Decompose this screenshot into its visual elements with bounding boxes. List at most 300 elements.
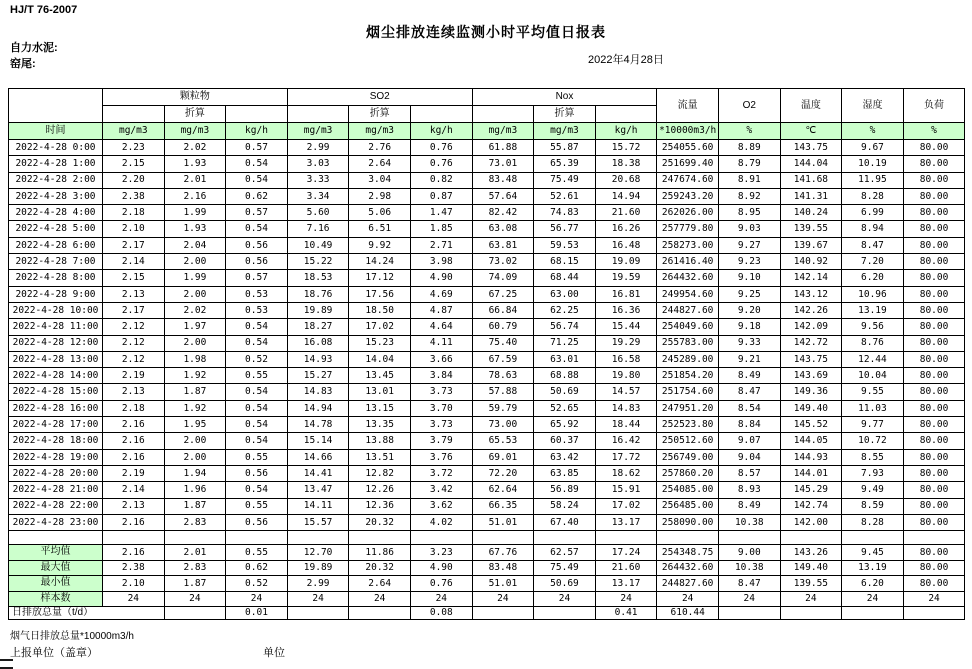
summary-value-cell: 24 xyxy=(657,591,719,607)
table-row xyxy=(9,205,965,221)
value-cell: 142.26 xyxy=(780,302,842,318)
value-cell: 252523.80 xyxy=(657,417,719,433)
value-cell: 67.40 xyxy=(534,514,596,530)
summary-value-cell: 9.00 xyxy=(718,545,780,561)
daily-total-value-cell xyxy=(780,607,842,620)
unit-header-cell: mg/m3 xyxy=(534,123,596,140)
value-cell: 254055.60 xyxy=(657,140,719,156)
value-cell: 13.35 xyxy=(349,417,411,433)
value-cell: 16.42 xyxy=(595,433,657,449)
value-cell: 8.89 xyxy=(718,140,780,156)
value-cell: 142.14 xyxy=(780,270,842,286)
table-row xyxy=(9,449,965,465)
value-cell: 68.44 xyxy=(534,270,596,286)
value-cell: 15.14 xyxy=(287,433,349,449)
value-cell: 80.00 xyxy=(903,140,965,156)
daily-total-value-cell: 0.08 xyxy=(410,607,472,620)
daily-total-value-cell xyxy=(903,607,965,620)
daily-total-row xyxy=(9,607,965,620)
summary-value-cell: 3.23 xyxy=(410,545,472,561)
value-cell: 0.82 xyxy=(410,172,472,188)
value-cell: 80.00 xyxy=(903,221,965,237)
value-cell: 251854.20 xyxy=(657,368,719,384)
value-cell: 8.49 xyxy=(718,368,780,384)
blank-cell xyxy=(287,531,349,545)
value-cell: 3.76 xyxy=(410,449,472,465)
value-cell: 257779.80 xyxy=(657,221,719,237)
value-cell: 2.16 xyxy=(103,433,165,449)
value-cell: 17.12 xyxy=(349,270,411,286)
value-cell: 14.04 xyxy=(349,351,411,367)
value-cell: 4.69 xyxy=(410,286,472,302)
value-cell: 13.15 xyxy=(349,400,411,416)
table-row xyxy=(9,482,965,498)
value-cell: 1.97 xyxy=(164,319,226,335)
value-cell: 1.47 xyxy=(410,205,472,221)
value-cell: 258273.00 xyxy=(657,237,719,253)
value-cell: 63.85 xyxy=(534,465,596,481)
corner-cell xyxy=(9,89,103,123)
value-cell: 2.19 xyxy=(103,465,165,481)
blank-cell xyxy=(226,106,288,123)
value-cell: 6.20 xyxy=(842,270,904,286)
value-cell: 71.25 xyxy=(534,335,596,351)
summary-value-cell: 139.55 xyxy=(780,576,842,592)
summary-value-cell: 50.69 xyxy=(534,576,596,592)
value-cell: 3.66 xyxy=(410,351,472,367)
value-cell: 2.10 xyxy=(103,221,165,237)
table-row xyxy=(9,368,965,384)
value-cell: 0.57 xyxy=(226,270,288,286)
value-cell: 256485.00 xyxy=(657,498,719,514)
value-cell: 65.53 xyxy=(472,433,534,449)
value-cell: 67.59 xyxy=(472,351,534,367)
value-cell: 3.73 xyxy=(410,417,472,433)
table-row xyxy=(9,400,965,416)
value-cell: 2.19 xyxy=(103,368,165,384)
value-cell: 1.99 xyxy=(164,270,226,286)
value-cell: 9.56 xyxy=(842,319,904,335)
value-cell: 18.76 xyxy=(287,286,349,302)
col-header-temperature: 温度 xyxy=(780,89,842,123)
value-cell: 17.02 xyxy=(349,319,411,335)
value-cell: 249954.60 xyxy=(657,286,719,302)
value-cell: 0.57 xyxy=(226,205,288,221)
value-cell: 52.61 xyxy=(534,188,596,204)
units-header-row xyxy=(9,123,965,140)
value-cell: 0.53 xyxy=(226,286,288,302)
time-cell: 2022-4-28 3:00 xyxy=(9,188,103,204)
value-cell: 0.76 xyxy=(410,156,472,172)
value-cell: 83.48 xyxy=(472,172,534,188)
table-row xyxy=(9,286,965,302)
value-cell: 80.00 xyxy=(903,514,965,530)
value-cell: 8.47 xyxy=(842,237,904,253)
value-cell: 18.62 xyxy=(595,465,657,481)
value-cell: 63.00 xyxy=(534,286,596,302)
value-cell: 1.85 xyxy=(410,221,472,237)
group-header-particulate: 颗粒物 xyxy=(103,89,288,106)
value-cell: 9.20 xyxy=(718,302,780,318)
value-cell: 142.09 xyxy=(780,319,842,335)
value-cell: 56.89 xyxy=(534,482,596,498)
value-cell: 2.02 xyxy=(164,140,226,156)
value-cell: 2.18 xyxy=(103,400,165,416)
value-cell: 59.79 xyxy=(472,400,534,416)
value-cell: 66.84 xyxy=(472,302,534,318)
daily-total-value-cell xyxy=(349,607,411,620)
value-cell: 3.79 xyxy=(410,433,472,449)
value-cell: 9.55 xyxy=(842,384,904,400)
value-cell: 16.08 xyxy=(287,335,349,351)
col-header-load: 负荷 xyxy=(903,89,965,123)
value-cell: 0.54 xyxy=(226,384,288,400)
summary-value-cell: 24 xyxy=(226,591,288,607)
value-cell: 2.99 xyxy=(287,140,349,156)
value-cell: 82.42 xyxy=(472,205,534,221)
value-cell: 259243.20 xyxy=(657,188,719,204)
value-cell: 145.52 xyxy=(780,417,842,433)
summary-value-cell: 0.76 xyxy=(410,576,472,592)
value-cell: 0.56 xyxy=(226,514,288,530)
value-cell: 80.00 xyxy=(903,335,965,351)
blank-cell xyxy=(842,531,904,545)
daily-total-value-cell xyxy=(287,607,349,620)
value-cell: 14.93 xyxy=(287,351,349,367)
value-cell: 80.00 xyxy=(903,351,965,367)
value-cell: 0.52 xyxy=(226,351,288,367)
value-cell: 14.24 xyxy=(349,254,411,270)
value-cell: 1.94 xyxy=(164,465,226,481)
value-cell: 0.54 xyxy=(226,319,288,335)
value-cell: 143.12 xyxy=(780,286,842,302)
value-cell: 254085.00 xyxy=(657,482,719,498)
summary-value-cell: 12.70 xyxy=(287,545,349,561)
table-row xyxy=(9,302,965,318)
value-cell: 9.33 xyxy=(718,335,780,351)
value-cell: 9.67 xyxy=(842,140,904,156)
value-cell: 3.42 xyxy=(410,482,472,498)
value-cell: 15.57 xyxy=(287,514,349,530)
value-cell: 8.57 xyxy=(718,465,780,481)
value-cell: 2.16 xyxy=(103,417,165,433)
value-cell: 8.54 xyxy=(718,400,780,416)
time-cell: 2022-4-28 1:00 xyxy=(9,156,103,172)
value-cell: 9.10 xyxy=(718,270,780,286)
value-cell: 4.02 xyxy=(410,514,472,530)
unit-header-cell: ℃ xyxy=(780,123,842,140)
blank-cell xyxy=(780,531,842,545)
value-cell: 67.25 xyxy=(472,286,534,302)
value-cell: 80.00 xyxy=(903,400,965,416)
unit-header-cell: mg/m3 xyxy=(164,123,226,140)
value-cell: 2.13 xyxy=(103,384,165,400)
value-cell: 69.01 xyxy=(472,449,534,465)
value-cell: 1.93 xyxy=(164,156,226,172)
value-cell: 80.00 xyxy=(903,237,965,253)
summary-value-cell: 80.00 xyxy=(903,576,965,592)
value-cell: 80.00 xyxy=(903,449,965,465)
value-cell: 2.13 xyxy=(103,498,165,514)
daily-total-value-cell: 0.41 xyxy=(595,607,657,620)
blank-cell xyxy=(103,531,165,545)
value-cell: 16.48 xyxy=(595,237,657,253)
table-row xyxy=(9,270,965,286)
time-cell: 2022-4-28 22:00 xyxy=(9,498,103,514)
value-cell: 52.65 xyxy=(534,400,596,416)
summary-value-cell: 11.86 xyxy=(349,545,411,561)
summary-value-cell: 4.90 xyxy=(410,560,472,576)
value-cell: 9.77 xyxy=(842,417,904,433)
daily-total-value-cell xyxy=(164,607,226,620)
value-cell: 0.53 xyxy=(226,302,288,318)
value-cell: 8.84 xyxy=(718,417,780,433)
value-cell: 12.36 xyxy=(349,498,411,514)
value-cell: 19.09 xyxy=(595,254,657,270)
summary-value-cell: 149.40 xyxy=(780,560,842,576)
value-cell: 55.87 xyxy=(534,140,596,156)
value-cell: 0.55 xyxy=(226,498,288,514)
value-cell: 142.74 xyxy=(780,498,842,514)
blank-cell xyxy=(410,106,472,123)
group-header-nox: Nox xyxy=(472,89,657,106)
blank-cell xyxy=(164,531,226,545)
daily-total-value-cell: 0.01 xyxy=(226,607,288,620)
summary-value-cell: 2.83 xyxy=(164,560,226,576)
value-cell: 14.94 xyxy=(287,400,349,416)
blank-cell xyxy=(472,531,534,545)
subheader-converted-so2: 折算 xyxy=(349,106,411,123)
col-header-o2: O2 xyxy=(718,89,780,123)
value-cell: 5.60 xyxy=(287,205,349,221)
value-cell: 19.89 xyxy=(287,302,349,318)
value-cell: 2.12 xyxy=(103,335,165,351)
time-cell: 2022-4-28 19:00 xyxy=(9,449,103,465)
value-cell: 2.71 xyxy=(410,237,472,253)
value-cell: 12.44 xyxy=(842,351,904,367)
value-cell: 56.77 xyxy=(534,221,596,237)
value-cell: 4.87 xyxy=(410,302,472,318)
value-cell: 80.00 xyxy=(903,498,965,514)
value-cell: 244827.60 xyxy=(657,302,719,318)
time-cell: 2022-4-28 10:00 xyxy=(9,302,103,318)
value-cell: 2.64 xyxy=(349,156,411,172)
blank-cell xyxy=(349,531,411,545)
value-cell: 2.02 xyxy=(164,302,226,318)
summary-value-cell: 13.19 xyxy=(842,560,904,576)
time-cell: 2022-4-28 8:00 xyxy=(9,270,103,286)
value-cell: 66.35 xyxy=(472,498,534,514)
value-cell: 254049.60 xyxy=(657,319,719,335)
value-cell: 62.64 xyxy=(472,482,534,498)
value-cell: 1.96 xyxy=(164,482,226,498)
value-cell: 9.49 xyxy=(842,482,904,498)
table-row xyxy=(9,140,965,156)
col-header-flow: 流量 xyxy=(657,89,719,123)
value-cell: 19.29 xyxy=(595,335,657,351)
value-cell: 143.69 xyxy=(780,368,842,384)
daily-total-value-cell: 610.44 xyxy=(657,607,719,620)
value-cell: 19.59 xyxy=(595,270,657,286)
value-cell: 3.70 xyxy=(410,400,472,416)
value-cell: 13.47 xyxy=(287,482,349,498)
value-cell: 63.01 xyxy=(534,351,596,367)
value-cell: 4.64 xyxy=(410,319,472,335)
value-cell: 9.18 xyxy=(718,319,780,335)
value-cell: 75.49 xyxy=(534,172,596,188)
value-cell: 15.27 xyxy=(287,368,349,384)
value-cell: 9.25 xyxy=(718,286,780,302)
summary-value-cell: 24 xyxy=(164,591,226,607)
value-cell: 8.94 xyxy=(842,221,904,237)
value-cell: 3.62 xyxy=(410,498,472,514)
value-cell: 144.93 xyxy=(780,449,842,465)
time-cell: 2022-4-28 17:00 xyxy=(9,417,103,433)
value-cell: 149.36 xyxy=(780,384,842,400)
table-row xyxy=(9,351,965,367)
value-cell: 262026.00 xyxy=(657,205,719,221)
value-cell: 14.11 xyxy=(287,498,349,514)
value-cell: 0.54 xyxy=(226,221,288,237)
value-cell: 14.78 xyxy=(287,417,349,433)
value-cell: 0.54 xyxy=(226,335,288,351)
value-cell: 142.72 xyxy=(780,335,842,351)
value-cell: 6.99 xyxy=(842,205,904,221)
value-cell: 15.72 xyxy=(595,140,657,156)
blank-cell xyxy=(595,531,657,545)
value-cell: 0.55 xyxy=(226,449,288,465)
value-cell: 7.16 xyxy=(287,221,349,237)
table-row xyxy=(9,319,965,335)
value-cell: 74.83 xyxy=(534,205,596,221)
value-cell: 80.00 xyxy=(903,205,965,221)
value-cell: 75.40 xyxy=(472,335,534,351)
summary-value-cell: 17.24 xyxy=(595,545,657,561)
value-cell: 1.92 xyxy=(164,400,226,416)
value-cell: 80.00 xyxy=(903,270,965,286)
value-cell: 9.04 xyxy=(718,449,780,465)
summary-value-cell: 2.99 xyxy=(287,576,349,592)
value-cell: 15.22 xyxy=(287,254,349,270)
time-cell: 2022-4-28 16:00 xyxy=(9,400,103,416)
value-cell: 247951.20 xyxy=(657,400,719,416)
summary-value-cell: 80.00 xyxy=(903,545,965,561)
summary-value-cell: 24 xyxy=(842,591,904,607)
value-cell: 18.50 xyxy=(349,302,411,318)
value-cell: 14.94 xyxy=(595,188,657,204)
summary-value-cell: 143.26 xyxy=(780,545,842,561)
value-cell: 14.41 xyxy=(287,465,349,481)
value-cell: 16.81 xyxy=(595,286,657,302)
value-cell: 17.02 xyxy=(595,498,657,514)
value-cell: 0.56 xyxy=(226,237,288,253)
blank-cell xyxy=(410,531,472,545)
value-cell: 1.95 xyxy=(164,417,226,433)
standard-number: HJ/T 76-2007 xyxy=(10,4,78,16)
col-header-humidity: 湿度 xyxy=(842,89,904,123)
summary-value-cell: 0.52 xyxy=(226,576,288,592)
flue-gas-total-note: 烟气日排放总量*10000m3/h xyxy=(10,631,134,642)
value-cell: 2.00 xyxy=(164,286,226,302)
summary-value-cell: 51.01 xyxy=(472,576,534,592)
group-header-so2: SO2 xyxy=(287,89,472,106)
summary-value-cell: 10.38 xyxy=(718,560,780,576)
summary-label-cell: 平均值 xyxy=(9,545,103,561)
value-cell: 145.29 xyxy=(780,482,842,498)
value-cell: 13.51 xyxy=(349,449,411,465)
value-cell: 0.54 xyxy=(226,172,288,188)
value-cell: 10.38 xyxy=(718,514,780,530)
value-cell: 60.37 xyxy=(534,433,596,449)
value-cell: 80.00 xyxy=(903,188,965,204)
value-cell: 2.16 xyxy=(103,514,165,530)
value-cell: 9.03 xyxy=(718,221,780,237)
value-cell: 3.73 xyxy=(410,384,472,400)
value-cell: 2.38 xyxy=(103,188,165,204)
table-row xyxy=(9,417,965,433)
value-cell: 14.83 xyxy=(287,384,349,400)
value-cell: 80.00 xyxy=(903,172,965,188)
value-cell: 139.55 xyxy=(780,221,842,237)
value-cell: 2.04 xyxy=(164,237,226,253)
unit-header-cell: % xyxy=(903,123,965,140)
value-cell: 257860.20 xyxy=(657,465,719,481)
value-cell: 18.53 xyxy=(287,270,349,286)
value-cell: 4.90 xyxy=(410,270,472,286)
value-cell: 51.01 xyxy=(472,514,534,530)
value-cell: 58.24 xyxy=(534,498,596,514)
value-cell: 59.53 xyxy=(534,237,596,253)
summary-value-cell: 24 xyxy=(287,591,349,607)
value-cell: 2.00 xyxy=(164,433,226,449)
blank-cell xyxy=(287,106,349,123)
table-row xyxy=(9,188,965,204)
value-cell: 8.91 xyxy=(718,172,780,188)
value-cell: 50.69 xyxy=(534,384,596,400)
value-cell: 20.68 xyxy=(595,172,657,188)
value-cell: 16.26 xyxy=(595,221,657,237)
value-cell: 2.00 xyxy=(164,335,226,351)
time-cell: 2022-4-28 7:00 xyxy=(9,254,103,270)
summary-value-cell: 21.60 xyxy=(595,560,657,576)
company-label: 自力水泥: xyxy=(10,42,58,54)
table-row xyxy=(9,498,965,514)
value-cell: 2.01 xyxy=(164,172,226,188)
summary-row xyxy=(9,591,965,607)
value-cell: 3.03 xyxy=(287,156,349,172)
value-cell: 8.76 xyxy=(842,335,904,351)
value-cell: 5.06 xyxy=(349,205,411,221)
value-cell: 9.07 xyxy=(718,433,780,449)
value-cell: 256749.00 xyxy=(657,449,719,465)
value-cell: 13.45 xyxy=(349,368,411,384)
daily-total-value-cell xyxy=(718,607,780,620)
value-cell: 4.11 xyxy=(410,335,472,351)
value-cell: 21.60 xyxy=(595,205,657,221)
summary-row xyxy=(9,560,965,576)
value-cell: 2.76 xyxy=(349,140,411,156)
unit-header-cell: % xyxy=(718,123,780,140)
value-cell: 12.82 xyxy=(349,465,411,481)
summary-value-cell: 75.49 xyxy=(534,560,596,576)
value-cell: 80.00 xyxy=(903,465,965,481)
unit-header-cell: *10000m3/h xyxy=(657,123,719,140)
value-cell: 255783.00 xyxy=(657,335,719,351)
value-cell: 1.87 xyxy=(164,384,226,400)
value-cell: 63.81 xyxy=(472,237,534,253)
table-row xyxy=(9,433,965,449)
value-cell: 0.56 xyxy=(226,465,288,481)
